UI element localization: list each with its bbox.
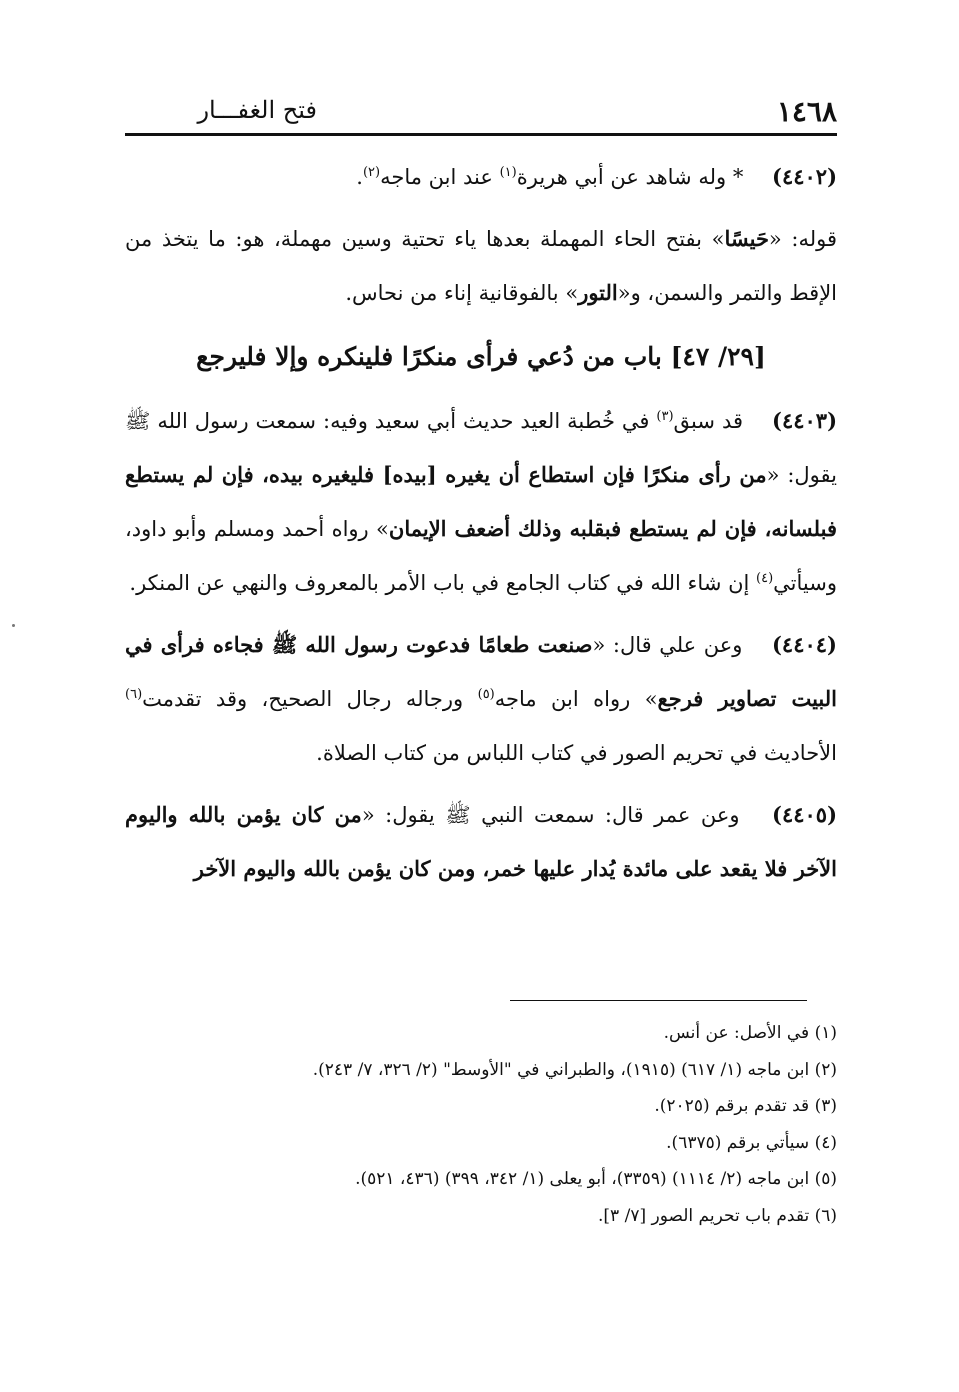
page-number: ١٤٦٨	[776, 95, 837, 128]
main-text	[125, 150, 837, 904]
footnote-item: (١) في الأصل: عن أنس.	[663, 1023, 837, 1043]
footnote-item: (٥) ابن ماجه (٢/ ١١١٤) (٣٣٥٩)، أبو يعلى (١/ ٣٤٢، ٣٩٩) (٤٣٦، ٥٢١).	[355, 1169, 837, 1189]
hadith-4405	[125, 788, 837, 896]
text-segment: وله شاهد عن أبي هريرة	[516, 165, 727, 189]
footnote-ref[interactable]: (٢)	[362, 165, 381, 180]
book-title: فتح الغفـــار	[197, 96, 317, 124]
chapter-heading: [٢٩/ ٤٧] باب من دُعي فرأى منكرًا فلينكره وإلا فليرجع	[196, 342, 766, 371]
text-segment: عند ابن ماجه	[380, 165, 493, 189]
hadith-quote: صنعت طعامًا فدعوت رسول الله ﷺ فجاءه فرأى في البيت تصاوير فرجع	[125, 632, 838, 711]
footnote-separator	[510, 1000, 807, 1001]
text-segment: وعن علي قال: «	[592, 633, 743, 657]
text-segment: ورجاله رجال الصحيح، وقد تقدمت	[142, 687, 464, 711]
hadith-quote: من رأى منكرًا فإن استطاع أن يغيره [بيده] فليغيره بيده، فإن لم يستطع فبلسانه، فإن لم يستطع فبقلبه وذلك أضعف الإيمان	[125, 462, 837, 541]
text-segment: » بفتح الحاء المهملة بعدها ياء تحتية وسين مهملة، هو: ما يتخذ من الإقط والتمر والسمن، و«	[125, 227, 837, 305]
scan-speck	[12, 624, 15, 627]
text-segment: الأحاديث في تحريم الصور في كتاب اللباس من كتاب الصلاة.	[316, 741, 837, 765]
footnote-ref[interactable]: (٥)	[477, 687, 495, 702]
text-segment: إن شاء الله في كتاب الجامع في باب الأمر بالمعروف والنهي عن المنكر.	[129, 571, 750, 595]
hadith-4403	[125, 394, 837, 610]
text-segment: » رواه أحمد ومسلم وأبو داود، وسيأتي	[125, 517, 837, 595]
header-rule	[125, 133, 837, 136]
footnote-item: (٦) تقدم باب تحريم الصور [٧/ ٣].	[598, 1205, 837, 1226]
text-segment: قد سبق	[673, 409, 744, 433]
footnotes	[125, 1015, 837, 1234]
commentary-paragraph	[125, 212, 837, 320]
text-segment: » بالفوقانية إناء من نحاس.	[345, 281, 579, 305]
running-head	[125, 92, 837, 132]
footnote-item: (٣) قد تقدم برقم (٢٠٢٥).	[654, 1096, 837, 1116]
footnote-ref[interactable]: (٤)	[756, 571, 774, 586]
hadith-4404	[125, 618, 837, 780]
footnote-item: (٢) ابن ماجه (١/ ٦١٧) (١٩١٥)، والطبراني في "الأوسط" (٢/ ٣٢٦، ٧/ ٢٤٣).	[312, 1059, 837, 1080]
defined-term: التور	[578, 280, 618, 305]
hadith-number: (٤٤٠٣)	[772, 408, 837, 433]
text-segment: » رواه ابن ماجه	[494, 687, 658, 711]
star-mark: *	[732, 165, 744, 189]
text-segment: قوله: «	[768, 227, 837, 251]
defined-term: حَيسًا	[724, 226, 769, 251]
hadith-number: (٤٤٠٤)	[771, 632, 837, 657]
text-segment: في خُطبة العيد حديث أبي سعيد وفيه: سمعت رسول الله ﷺ يقول: «	[125, 409, 837, 487]
footnote-ref[interactable]: (٣)	[656, 409, 674, 424]
footnote-ref[interactable]: (١)	[499, 165, 517, 180]
hadith-quote: من كان يؤمن بالله واليوم الآخر فلا يقعد على مائدة يُدار عليها خمر، ومن كان يؤمن بالله واليوم الآخر	[125, 802, 837, 881]
footnote-ref[interactable]: (٦)	[125, 687, 143, 702]
hadith-4402	[125, 150, 837, 204]
hadith-number: (٤٤٠٥)	[772, 802, 837, 827]
text-segment: .	[356, 165, 363, 189]
hadith-number: (٤٤٠٢)	[772, 164, 837, 189]
footnote-item: (٤) سيأتي برقم (٦٣٧٥).	[666, 1132, 837, 1153]
text-segment: وعن عمر قال: سمعت النبي ﷺ يقول: «	[361, 803, 740, 827]
